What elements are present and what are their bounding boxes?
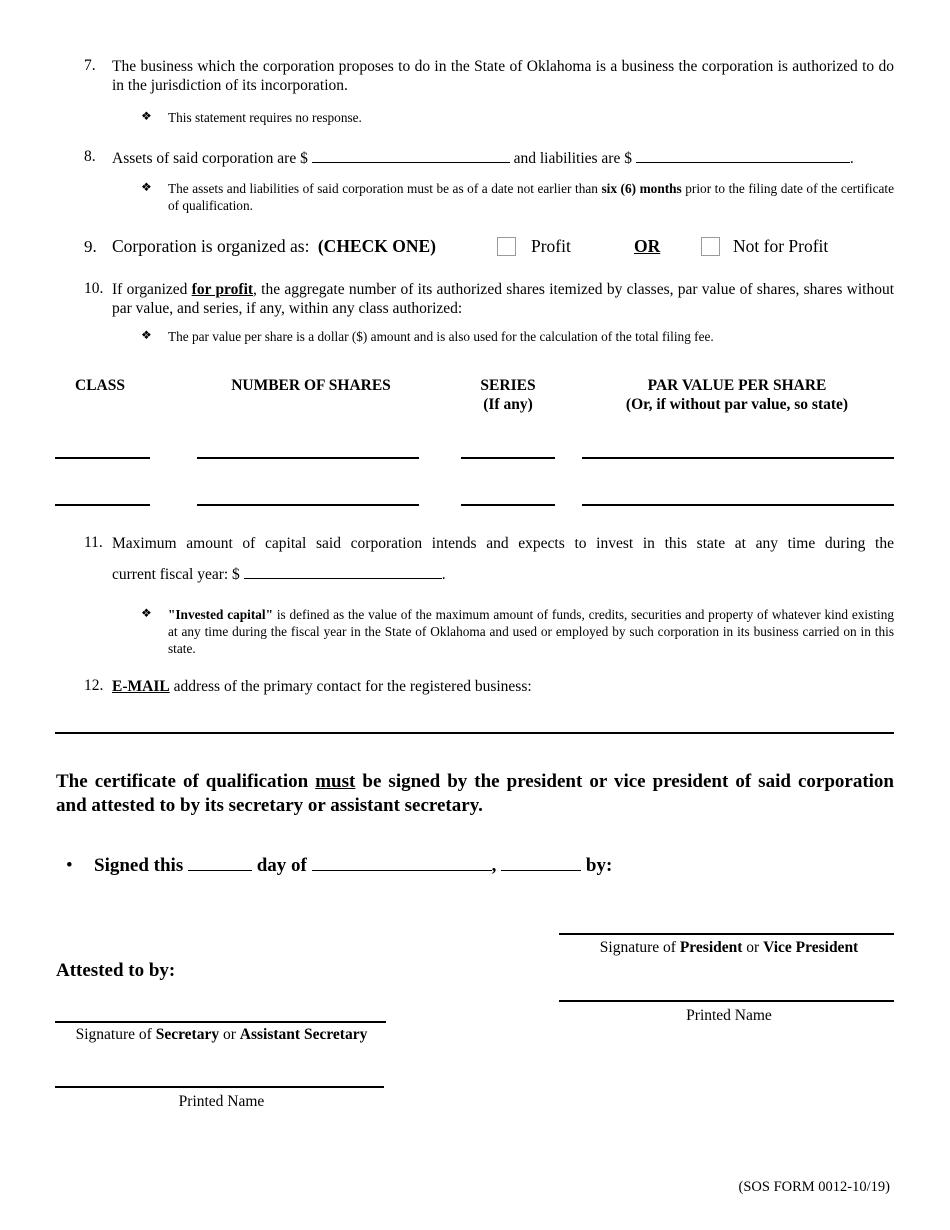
liabilities-label: and liabilities are $ [513,150,632,167]
item-10-text-b: , the aggregate number of its authorized shares itemized by classes, par value of shares, shares without par value, and series, if any, within any class authorized: [112,281,894,317]
form-id: (SOS FORM 0012-10/19) [738,1179,890,1195]
not-for-profit-label: Not for Profit [733,236,829,256]
president-text: President [679,939,743,956]
item-9-number: 9. [84,237,97,256]
liabilities-input[interactable] [636,148,850,163]
secretary-signature-label [55,1026,388,1044]
sig-of-text: Signature of [599,939,676,956]
item-7-note: This statement requires no response. [168,110,362,125]
or-text: or [746,939,760,956]
item-11-note-text: is defined as the value of the maximum amount of funds, credits, securities and property of whatever kind existing at any time during the fiscal year in the State of Oklahoma and used or employed by such corporation in its business carried on in this state. [168,607,894,656]
item-8-note-text-2: prior to the filing date of the certificate of qualification. [168,181,895,213]
series-input-row-1[interactable] [461,457,555,459]
col-par-title: PAR VALUE PER SHARE [647,377,827,394]
profit-label: Profit [531,236,571,256]
assets-input[interactable] [312,148,510,163]
item-12-text-rest: address of the primary contact for the registered business: [173,678,532,695]
comma: , [491,855,497,876]
check-one-label: (CHECK ONE) [317,236,436,256]
class-input-row-1[interactable] [55,457,150,459]
col-series-title: SERIES [480,377,536,394]
item-10-text-a: If organized [112,281,188,298]
assets-label: Assets of said corporation are $ [112,150,308,167]
bullet-icon: ❖ [141,109,152,123]
class-input-row-2[interactable] [55,504,150,506]
profit-checkbox[interactable] [497,237,516,256]
email-label: E-MAIL [112,678,170,695]
item-7-number: 7. [84,57,96,74]
col-series-header [458,376,558,414]
president-signature-label [559,939,899,957]
item-11-note [168,606,894,657]
item-11-number: 11. [84,534,103,551]
col-series-sub: (If any) [483,396,533,413]
item-11-line-2 [112,564,446,584]
item-8-line [112,148,894,168]
day-input[interactable] [188,854,252,871]
secretary-printed-name-label: Printed Name [178,1093,265,1110]
month-input[interactable] [312,854,492,871]
bullet-icon: ❖ [141,606,152,620]
capital-input[interactable] [244,564,442,579]
by-label: by: [585,855,613,876]
item-9-label: Corporation is organized as: [112,236,310,256]
certificate-text-a: The certificate of qualification [56,771,309,792]
sig-of-text-2: Signature of [75,1026,152,1043]
certificate-text-b: be signed by the president or vice president of said corporation and attested to by its secretary or assistant secretary. [56,771,894,816]
item-12-number: 12. [84,677,104,694]
item-11-text: Maximum amount of capital said corporation intends and expects to invest in this state at any time during the [112,535,894,552]
secretary-printed-name-input[interactable] [55,1086,384,1088]
number-input-row-2[interactable] [197,504,419,506]
item-10-number: 10. [84,280,104,297]
item-9-label-group [112,236,436,257]
item-10-text [112,280,894,318]
par-input-row-2[interactable] [582,504,894,506]
par-input-row-1[interactable] [582,457,894,459]
certificate-statement [56,770,894,818]
capital-label: current fiscal year: $ [112,566,240,583]
email-input[interactable] [55,732,894,734]
item-12-text [112,677,532,696]
invested-capital-term: "Invested capital" [168,607,273,622]
bullet-icon: ❖ [141,180,152,194]
col-par-sub: (Or, if without par value, so state) [625,396,849,413]
secretary-text: Secretary [155,1026,220,1043]
item-10-note: The par value per share is a dollar ($) amount and is also used for the calculation of the total filing fee. [168,329,714,344]
item-11-period: . [441,566,446,583]
president-printed-name-input[interactable] [559,1000,894,1002]
col-par-header [582,376,892,414]
day-of-label: day of [256,855,307,876]
bullet-icon: ❖ [141,328,152,342]
attested-label: Attested to by: [56,960,176,981]
signed-this-label: Signed this [94,855,184,876]
item-8-note [168,180,894,214]
assistant-secretary-text: Assistant Secretary [239,1026,368,1043]
item-8-period: . [849,150,854,167]
vice-president-text: Vice President [763,939,859,956]
col-class-header: CLASS [75,377,125,394]
or-text-2: or [222,1026,236,1043]
bullet-dot-icon: • [66,855,73,876]
secretary-signature-input[interactable] [55,1021,386,1023]
or-label: OR [634,236,661,256]
item-8-note-text: The assets and liabilities of said corporation must be as of a date not earlier than [168,181,598,196]
signed-line [94,854,612,877]
for-profit-emphasis: for profit [191,281,254,298]
item-8-note-bold: six (6) months [601,181,682,196]
not-for-profit-checkbox[interactable] [701,237,720,256]
item-8-number: 8. [84,148,96,165]
president-signature-input[interactable] [559,933,894,935]
col-number-header: NUMBER OF SHARES [231,377,391,394]
year-input[interactable] [501,854,581,871]
president-printed-name-label: Printed Name [686,1007,772,1024]
must-emphasis: must [315,771,356,792]
item-7-text: The business which the corporation proposes to do in the State of Oklahoma is a business the corporation is authorized to do in the jurisdiction of its incorporation. [112,58,894,94]
series-input-row-2[interactable] [461,504,555,506]
number-input-row-1[interactable] [197,457,419,459]
